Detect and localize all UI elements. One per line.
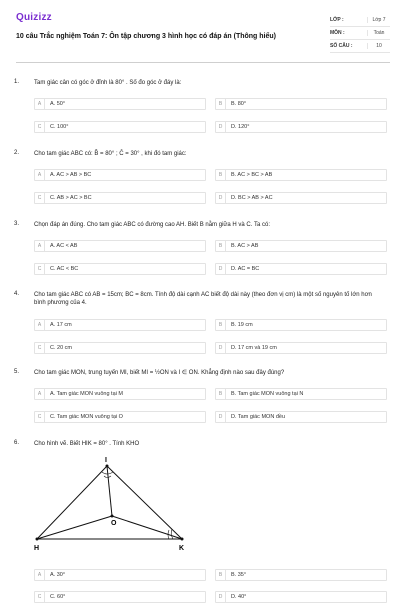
option-c[interactable] (34, 411, 206, 423)
label-o: O (111, 520, 117, 527)
option-letter: D (216, 592, 226, 602)
option-d[interactable] (215, 192, 387, 204)
option-label: D. 17 cm và 19 cm (231, 345, 277, 351)
question-number: 4. (14, 291, 20, 297)
meta-value: Lớp 7 (367, 17, 390, 23)
option-letter: B (216, 99, 226, 109)
question-text: Cho tam giác ABC có: B̂ = 80° ; Ĉ = 30° , khi đó tam giác: (34, 151, 187, 157)
option-label: D. Tam giác MON đều (231, 414, 286, 420)
option-letter: C (35, 122, 45, 132)
option-label: A. AC < AB (50, 243, 78, 249)
option-letter: C (35, 412, 45, 422)
option-letter: C (35, 343, 45, 353)
option-label: C. 60° (50, 594, 66, 600)
option-letter: B (216, 170, 226, 180)
option-b[interactable] (215, 319, 387, 331)
option-letter: A (35, 99, 45, 109)
option-a[interactable] (34, 569, 206, 581)
option-label: C. 100° (50, 124, 69, 130)
meta-value: 10 (367, 43, 390, 49)
quizizz-logo: Quizizz (16, 12, 52, 23)
option-label: A. AC > AB > BC (50, 172, 92, 178)
option-label: C. Tam giác MON vuông tại O (50, 414, 123, 420)
option-label: B. 35° (231, 572, 247, 578)
option-b[interactable] (215, 240, 387, 252)
header-divider (16, 62, 390, 63)
option-letter: C (35, 264, 45, 274)
question-number: 5. (14, 369, 20, 375)
label-k: K (179, 545, 185, 552)
option-d[interactable] (215, 591, 387, 603)
triangle-figure (32, 456, 212, 556)
option-letter: D (216, 264, 226, 274)
option-letter: B (216, 389, 226, 399)
option-letter: D (216, 412, 226, 422)
question-text: Cho hình vẽ. Biết HIK = 80° . Tính KHO (34, 441, 140, 447)
option-d[interactable] (215, 411, 387, 423)
question-number: 2. (14, 150, 20, 156)
option-letter: C (35, 592, 45, 602)
option-letter: D (216, 193, 226, 203)
meta-value: Toán (367, 30, 390, 36)
option-label: D. BC > AB > AC (231, 195, 273, 201)
option-label: A. 17 cm (50, 322, 72, 328)
meta-key: MÔN : (330, 30, 345, 36)
option-label: C. 20 cm (50, 345, 73, 351)
label-i: I (105, 457, 107, 464)
option-c[interactable] (34, 192, 206, 204)
option-b[interactable] (215, 388, 387, 400)
option-b[interactable] (215, 98, 387, 110)
option-label: C. AC < BC (50, 266, 79, 272)
question-text: Cho tam giác MON, trung tuyến MI, biết MI = ½ON và I ∈ ON. Khẳng định nào sau đây đúng? (34, 370, 285, 376)
option-letter: A (35, 389, 45, 399)
option-letter: A (35, 170, 45, 180)
option-letter: D (216, 343, 226, 353)
page-title: 10 câu Trắc nghiệm Toán 7: Ôn tập chương 3 hình học có đáp án (Thông hiểu) (16, 33, 276, 40)
meta-subject (330, 27, 390, 40)
option-label: A. 50° (50, 101, 66, 107)
option-c[interactable] (34, 591, 206, 603)
question-number: 6. (14, 440, 20, 446)
option-label: A. 30° (50, 572, 66, 578)
option-b[interactable] (215, 169, 387, 181)
option-label: B. AC > AB (231, 243, 259, 249)
option-b[interactable] (215, 569, 387, 581)
option-label: B. 80° (231, 101, 247, 107)
meta-grade (330, 14, 390, 27)
option-letter: B (216, 570, 226, 580)
option-a[interactable] (34, 319, 206, 331)
option-label: D. 120° (231, 124, 250, 130)
option-label: D. AC = BC (231, 266, 260, 272)
option-c[interactable] (34, 121, 206, 133)
question-text: Chọn đáp án đúng. Cho tam giác ABC có đường cao AH. Biết B nằm giữa H và C. Ta có: (34, 222, 270, 228)
option-letter: A (35, 320, 45, 330)
meta-key: LỚP : (330, 17, 344, 23)
option-letter: D (216, 122, 226, 132)
question-text: Tam giác cân có góc ở đỉnh là 80° . Số đo góc ở đáy là: (34, 80, 182, 86)
question-number: 3. (14, 221, 20, 227)
meta-panel (330, 14, 390, 53)
option-c[interactable] (34, 342, 206, 354)
option-a[interactable] (34, 388, 206, 400)
question-number: 1. (14, 79, 20, 85)
option-label: B. 19 cm (231, 322, 253, 328)
option-label: A. Tam giác MON vuông tại M (50, 391, 123, 397)
label-h: H (34, 545, 40, 552)
meta-count (330, 40, 390, 53)
option-label: C. AB > AC > BC (50, 195, 92, 201)
option-d[interactable] (215, 342, 387, 354)
option-label: D. 40° (231, 594, 247, 600)
option-c[interactable] (34, 263, 206, 275)
option-letter: C (35, 193, 45, 203)
option-letter: A (35, 241, 45, 251)
option-letter: B (216, 241, 226, 251)
question-text: Cho tam giác ABC có AB = 15cm; BC = 8cm. Tính độ dài cạnh AC biết độ dài này (theo đơn vị cm) là một số nguyên tố lớn hơn bình phương của 4. (34, 292, 372, 306)
option-label: B. AC > BC > AB (231, 172, 273, 178)
meta-key: SỐ CÂU : (330, 43, 353, 49)
option-letter: A (35, 570, 45, 580)
option-d[interactable] (215, 121, 387, 133)
option-d[interactable] (215, 263, 387, 275)
option-a[interactable] (34, 240, 206, 252)
option-letter: B (216, 320, 226, 330)
option-label: B. Tam giác MON vuông tại N (231, 391, 304, 397)
option-a[interactable] (34, 98, 206, 110)
option-a[interactable] (34, 169, 206, 181)
